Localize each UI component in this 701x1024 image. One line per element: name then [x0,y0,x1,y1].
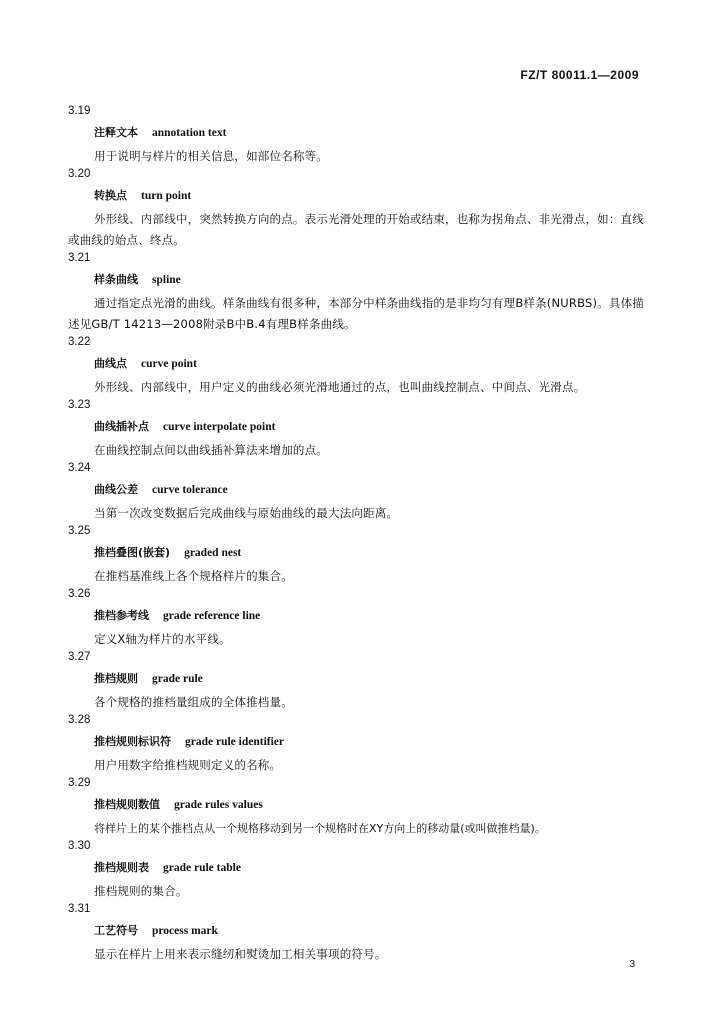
term-chinese: 注释文本 [94,126,138,139]
term-english: grade rule identifier [185,736,285,748]
term-english: curve point [141,358,197,370]
clause-number: 3.22 [68,336,91,348]
term-english: turn point [141,190,192,202]
term-definition: 定义X轴为样片的水平线。 [94,632,231,646]
term-heading [68,272,644,287]
term-english: curve tolerance [152,484,228,496]
term-entry-3-22 [68,335,644,398]
term-definition: 各个规格的推档量组成的全体推档量。 [94,695,293,709]
term-heading [68,188,644,203]
clause-number: 3.24 [68,462,91,474]
term-english: grade reference line [163,610,261,622]
term-chinese: 推档规则数值 [94,798,160,811]
term-definition: 外形线、内部线中，用户定义的曲线必须光滑地通过的点，也叫曲线控制点、中间点、光滑点。 [94,380,586,394]
clause-number: 3.23 [68,399,91,411]
term-english: grade rule table [163,862,241,874]
term-heading [68,671,644,686]
term-chinese: 推档叠图(嵌套) [94,546,171,559]
term-chinese: 推档规则标识符 [94,735,171,748]
clause-number: 3.29 [68,777,91,789]
term-entry-3-21 [68,251,644,335]
clause-number: 3.27 [68,651,91,663]
clause-number: 3.19 [68,105,91,117]
term-entry-3-26 [68,587,644,650]
clause-number: 3.21 [68,252,91,264]
clause-number: 3.31 [68,903,91,915]
term-english: grade rule [152,673,203,685]
term-heading [68,125,644,140]
term-chinese: 工艺符号 [94,924,138,937]
term-definition: 用于说明与样片的相关信息，如部位名称等。 [94,149,328,163]
term-heading [68,608,644,623]
term-heading [68,545,644,560]
term-chinese: 曲线点 [94,357,127,370]
term-english: curve interpolate point [163,421,276,433]
terms-list [68,104,644,965]
term-english: grade rules values [174,799,263,811]
term-entry-3-29 [68,776,644,839]
term-heading [68,923,644,938]
term-entry-3-31 [68,902,644,965]
term-definition: 通过指定点光滑的曲线。样条曲线有很多种，本部分中样条曲线指的是非均匀有理B样条(NURBS)。具体描述见GB/T 14213—2008附录B中B.4有理B样条曲线。 [68,296,644,331]
clause-number: 3.28 [68,714,91,726]
term-english: process mark [152,925,218,937]
term-entry-3-27 [68,650,644,713]
term-entry-3-25 [68,524,644,587]
term-heading [68,797,644,812]
term-english: spline [152,274,181,286]
term-definition: 显示在样片上用来表示缝纫和熨烫加工相关事项的符号。 [94,947,387,961]
term-definition: 当第一次改变数据后完成曲线与原始曲线的最大法向距离。 [94,506,399,520]
term-english: graded nest [184,547,242,559]
term-heading [68,482,644,497]
term-entry-3-24 [68,461,644,524]
term-definition: 在推档基准线上各个规格样片的集合。 [94,569,293,583]
term-chinese: 样条曲线 [94,273,138,286]
term-chinese: 曲线插补点 [94,420,149,433]
term-chinese: 曲线公差 [94,483,138,496]
clause-number: 3.26 [68,588,91,600]
clause-number: 3.20 [68,168,91,180]
term-entry-3-20 [68,167,644,251]
term-definition: 在曲线控制点间以曲线插补算法来增加的点。 [94,443,328,457]
term-heading [68,860,644,875]
term-entry-3-30 [68,839,644,902]
term-heading [68,356,644,371]
term-english: annotation text [152,127,227,139]
term-chinese: 推档规则 [94,672,138,685]
term-entry-3-28 [68,713,644,776]
term-definition: 用户用数字给推档规则定义的名称。 [94,758,282,772]
standard-code-header: FZ/T 80011.1—2009 [520,68,639,82]
page-number: 3 [629,959,635,970]
clause-number: 3.25 [68,525,91,537]
term-chinese: 推档参考线 [94,609,149,622]
clause-number: 3.30 [68,840,91,852]
term-heading [68,419,644,434]
term-entry-3-19 [68,104,644,167]
term-chinese: 转换点 [94,189,127,202]
term-definition: 将样片上的某个推档点从一个规格移动到另一个规格时在XY方向上的移动量(或叫做推档量)。 [94,822,546,835]
term-entry-3-23 [68,398,644,461]
term-definition: 外形线、内部线中，突然转换方向的点。表示光滑处理的开始或结束，也称为拐角点、非光滑点，如：直线或曲线的始点、终点。 [68,212,644,247]
term-heading [68,734,644,749]
term-chinese: 推档规则表 [94,861,149,874]
term-definition: 推档规则的集合。 [94,884,188,898]
